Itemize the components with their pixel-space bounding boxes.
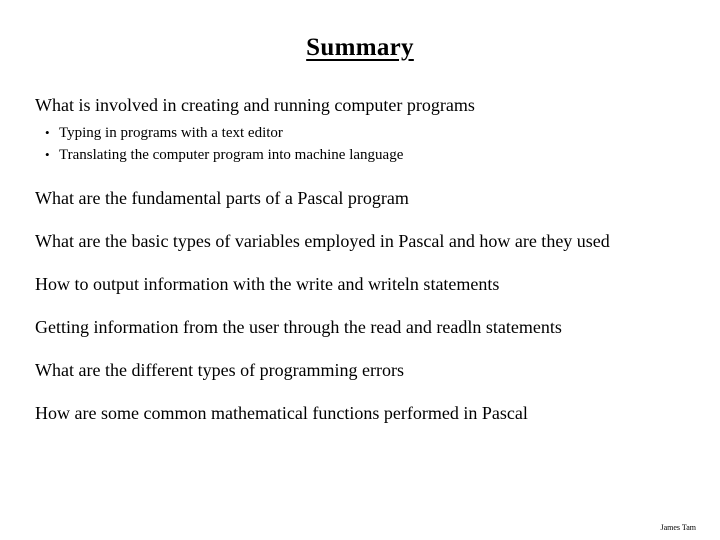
summary-point: What are the basic types of variables employed in Pascal and how are they used [35, 231, 610, 251]
summary-list [35, 94, 675, 445]
sub-bullet-text: Typing in programs with a text editor [59, 125, 283, 141]
summary-point: How to output information with the write and writeln statements [35, 274, 500, 294]
slide-title: Summary [306, 34, 414, 61]
summary-point: What is involved in creating and running computer programs [35, 95, 475, 115]
summary-point: What are the different types of programming errors [35, 360, 405, 380]
sub-bullet-list [35, 122, 675, 166]
author-footer: James Tam [660, 523, 696, 532]
summary-point: How are some common mathematical functions performed in Pascal [35, 403, 528, 423]
summary-point: Getting information from the user through the read and readln statements [35, 317, 562, 337]
sub-bullet-item [45, 144, 675, 166]
summary-point: What are the fundamental parts of a Pascal program [35, 188, 409, 208]
sub-bullet-item [45, 122, 675, 144]
bullet-icon: • [45, 125, 50, 140]
sub-bullet-text: Translating the computer program into machine language [59, 147, 404, 163]
bullet-icon: • [45, 147, 50, 162]
